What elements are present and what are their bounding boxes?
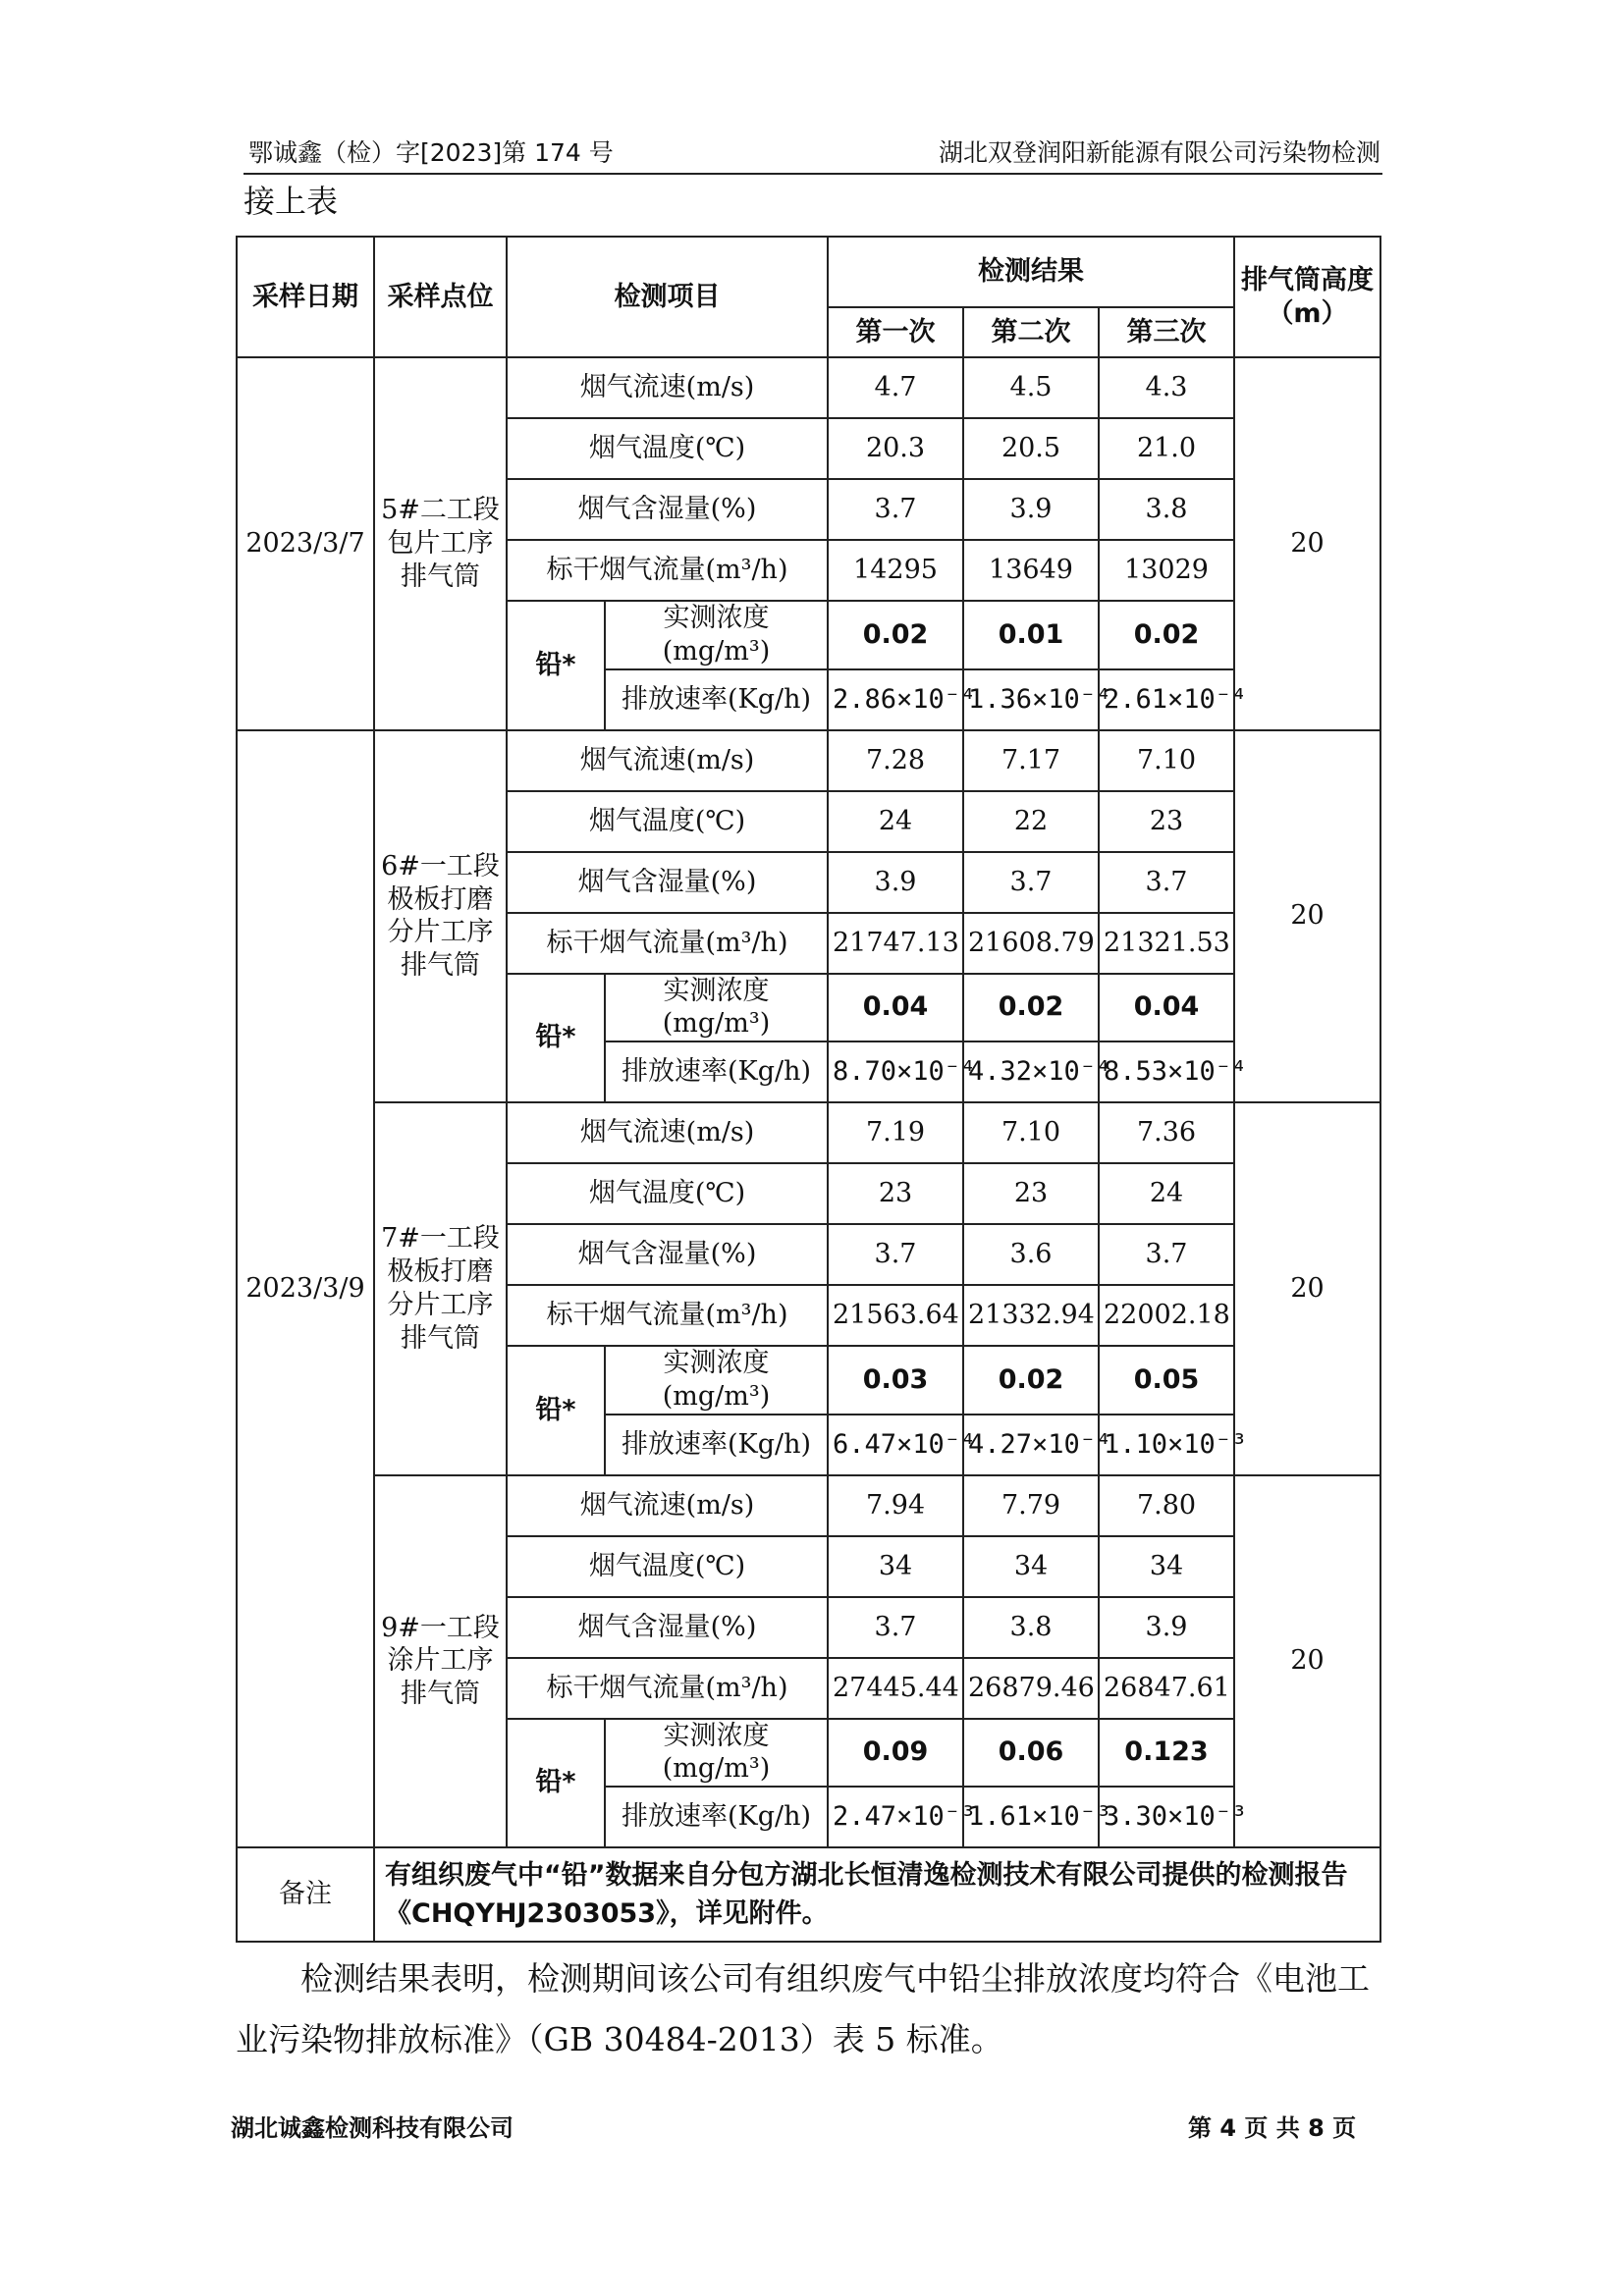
test-item-cell: 标干烟气流量(m³/h): [507, 1285, 828, 1346]
result-cell: 21.0: [1099, 418, 1234, 479]
result-cell: 0.123: [1099, 1719, 1234, 1788]
result-cell: 0.02: [1099, 601, 1234, 669]
result-cell: 7.10: [963, 1102, 1099, 1163]
result-cell: 34: [1099, 1536, 1234, 1597]
table-row: [237, 730, 1380, 791]
test-item-cell: 标干烟气流量(m³/h): [507, 913, 828, 974]
document-number: 鄂诚鑫（检）字[2023]第 174 号: [248, 138, 614, 167]
continued-label: 接上表: [243, 183, 339, 220]
note-label: 备注: [237, 1847, 374, 1942]
result-cell: 0.03: [828, 1346, 963, 1415]
sample-date-cell: 2023/3/9: [237, 730, 374, 1848]
result-cell: 1.36×10⁻⁴: [963, 669, 1099, 730]
result-cell: 27445.44: [828, 1658, 963, 1719]
header-test-item: 检测项目: [507, 237, 828, 357]
sample-date-cell: 2023/3/7: [237, 357, 374, 730]
test-item-cell: 烟气含湿量(%): [507, 479, 828, 540]
result-cell: 14295: [828, 540, 963, 601]
footer-page-number: 第 4 页 共 8 页: [1188, 2114, 1357, 2142]
test-item-cell: 烟气温度(℃): [507, 1536, 828, 1597]
result-cell: 4.5: [963, 357, 1099, 418]
result-cell: 0.02: [963, 974, 1099, 1042]
result-cell: 6.47×10⁻⁴: [828, 1415, 963, 1475]
result-cell: 0.02: [828, 601, 963, 669]
results-table: [236, 236, 1381, 1943]
stack-height-cell: 20: [1234, 730, 1380, 1103]
test-item-cell: 烟气温度(℃): [507, 418, 828, 479]
result-cell: 2.86×10⁻⁴: [828, 669, 963, 730]
note-text: 有组织废气中“铅”数据来自分包方湖北长恒清逸检测技术有限公司提供的检测报告《CHQYHJ2303053》，详见附件。: [374, 1847, 1380, 1942]
test-item-cell: 烟气流速(m/s): [507, 730, 828, 791]
sample-site-cell: 7#一工段极板打磨分片工序排气筒: [374, 1102, 507, 1475]
stack-height-cell: 20: [1234, 1475, 1380, 1848]
result-cell: 7.80: [1099, 1475, 1234, 1536]
header-sample-site: 采样点位: [374, 237, 507, 357]
header-round-3: 第三次: [1099, 307, 1234, 357]
result-cell: 7.10: [1099, 730, 1234, 791]
result-cell: 3.7: [963, 852, 1099, 913]
result-cell: 0.09: [828, 1719, 963, 1788]
result-cell: 3.6: [963, 1224, 1099, 1285]
result-cell: 3.7: [1099, 1224, 1234, 1285]
result-cell: 0.06: [963, 1719, 1099, 1788]
stack-height-cell: 20: [1234, 1102, 1380, 1475]
test-item-cell: 烟气温度(℃): [507, 1163, 828, 1224]
result-cell: 3.8: [963, 1597, 1099, 1658]
result-cell: 23: [1099, 791, 1234, 852]
result-cell: 7.36: [1099, 1102, 1234, 1163]
lead-label: 铅*: [507, 1346, 605, 1475]
test-item-cell: 烟气流速(m/s): [507, 357, 828, 418]
test-item-cell: 实测浓度(mg/m³): [605, 974, 828, 1042]
test-item-cell: 烟气含湿量(%): [507, 852, 828, 913]
result-cell: 21608.79: [963, 913, 1099, 974]
result-cell: 4.7: [828, 357, 963, 418]
result-cell: 21332.94: [963, 1285, 1099, 1346]
header-stack-height: 排气筒高度（m）: [1234, 237, 1380, 357]
result-cell: 26847.61: [1099, 1658, 1234, 1719]
result-cell: 0.01: [963, 601, 1099, 669]
test-item-cell: 烟气含湿量(%): [507, 1597, 828, 1658]
test-item-cell: 烟气温度(℃): [507, 791, 828, 852]
result-cell: 3.7: [828, 479, 963, 540]
lead-label: 铅*: [507, 974, 605, 1103]
result-cell: 13649: [963, 540, 1099, 601]
result-cell: 3.9: [963, 479, 1099, 540]
result-cell: 8.70×10⁻⁴: [828, 1041, 963, 1102]
result-cell: 20.5: [963, 418, 1099, 479]
table-row: [237, 357, 1380, 418]
result-cell: 20.3: [828, 418, 963, 479]
test-item-cell: 排放速率(Kg/h): [605, 669, 828, 730]
test-item-cell: 排放速率(Kg/h): [605, 1415, 828, 1475]
table-row: [237, 1102, 1380, 1163]
footer-company: 湖北诚鑫检测科技有限公司: [231, 2114, 514, 2142]
result-cell: 7.19: [828, 1102, 963, 1163]
result-cell: 34: [963, 1536, 1099, 1597]
result-cell: 2.61×10⁻⁴: [1099, 669, 1234, 730]
test-item-cell: 实测浓度(mg/m³): [605, 1346, 828, 1415]
conclusion-paragraph: 检测结果表明，检测期间该公司有组织废气中铅尘排放浓度均符合《电池工业污染物排放标准》（GB 30484-2013）表 5 标准。: [236, 1959, 1370, 2058]
result-cell: 21321.53: [1099, 913, 1234, 974]
test-item-cell: 烟气流速(m/s): [507, 1475, 828, 1536]
result-cell: 7.28: [828, 730, 963, 791]
result-cell: 0.05: [1099, 1346, 1234, 1415]
result-cell: 4.32×10⁻⁴: [963, 1041, 1099, 1102]
result-cell: 22: [963, 791, 1099, 852]
table-row: [237, 1475, 1380, 1536]
result-cell: 3.7: [828, 1224, 963, 1285]
test-item-cell: 排放速率(Kg/h): [605, 1787, 828, 1847]
result-cell: 3.8: [1099, 479, 1234, 540]
result-cell: 4.3: [1099, 357, 1234, 418]
sample-site-cell: 5#二工段包片工序排气筒: [374, 357, 507, 730]
result-cell: 7.79: [963, 1475, 1099, 1536]
result-cell: 23: [963, 1163, 1099, 1224]
test-item-cell: 烟气含湿量(%): [507, 1224, 828, 1285]
result-cell: 3.9: [828, 852, 963, 913]
result-cell: 2.47×10⁻³: [828, 1787, 963, 1847]
result-cell: 0.02: [963, 1346, 1099, 1415]
result-cell: 8.53×10⁻⁴: [1099, 1041, 1234, 1102]
result-cell: 3.30×10⁻³: [1099, 1787, 1234, 1847]
result-cell: 3.7: [828, 1597, 963, 1658]
result-cell: 3.7: [1099, 852, 1234, 913]
header-sample-date: 采样日期: [237, 237, 374, 357]
test-item-cell: 烟气流速(m/s): [507, 1102, 828, 1163]
result-cell: 21563.64: [828, 1285, 963, 1346]
lead-label: 铅*: [507, 601, 605, 730]
result-cell: 21747.13: [828, 913, 963, 974]
result-cell: 22002.18: [1099, 1285, 1234, 1346]
result-cell: 24: [1099, 1163, 1234, 1224]
result-cell: 24: [828, 791, 963, 852]
result-cell: 0.04: [1099, 974, 1234, 1042]
result-cell: 26879.46: [963, 1658, 1099, 1719]
sample-site-cell: 6#一工段极板打磨分片工序排气筒: [374, 730, 507, 1103]
result-cell: 1.61×10⁻³: [963, 1787, 1099, 1847]
test-item-cell: 标干烟气流量(m³/h): [507, 540, 828, 601]
result-cell: 7.17: [963, 730, 1099, 791]
document-title: 湖北双登润阳新能源有限公司污染物检测: [938, 138, 1380, 167]
test-item-cell: 实测浓度(mg/m³): [605, 1719, 828, 1788]
header-results: 检测结果: [828, 237, 1234, 307]
header-divider: [243, 173, 1382, 175]
result-cell: 3.9: [1099, 1597, 1234, 1658]
result-cell: 7.94: [828, 1475, 963, 1536]
header-round-1: 第一次: [828, 307, 963, 357]
stack-height-cell: 20: [1234, 357, 1380, 730]
sample-site-cell: 9#一工段涂片工序排气筒: [374, 1475, 507, 1848]
result-cell: 13029: [1099, 540, 1234, 601]
test-item-cell: 标干烟气流量(m³/h): [507, 1658, 828, 1719]
test-item-cell: 实测浓度(mg/m³): [605, 601, 828, 669]
test-item-cell: 排放速率(Kg/h): [605, 1041, 828, 1102]
result-cell: 23: [828, 1163, 963, 1224]
result-cell: 34: [828, 1536, 963, 1597]
result-cell: 1.10×10⁻³: [1099, 1415, 1234, 1475]
header-round-2: 第二次: [963, 307, 1099, 357]
result-cell: 0.04: [828, 974, 963, 1042]
lead-label: 铅*: [507, 1719, 605, 1848]
result-cell: 4.27×10⁻⁴: [963, 1415, 1099, 1475]
